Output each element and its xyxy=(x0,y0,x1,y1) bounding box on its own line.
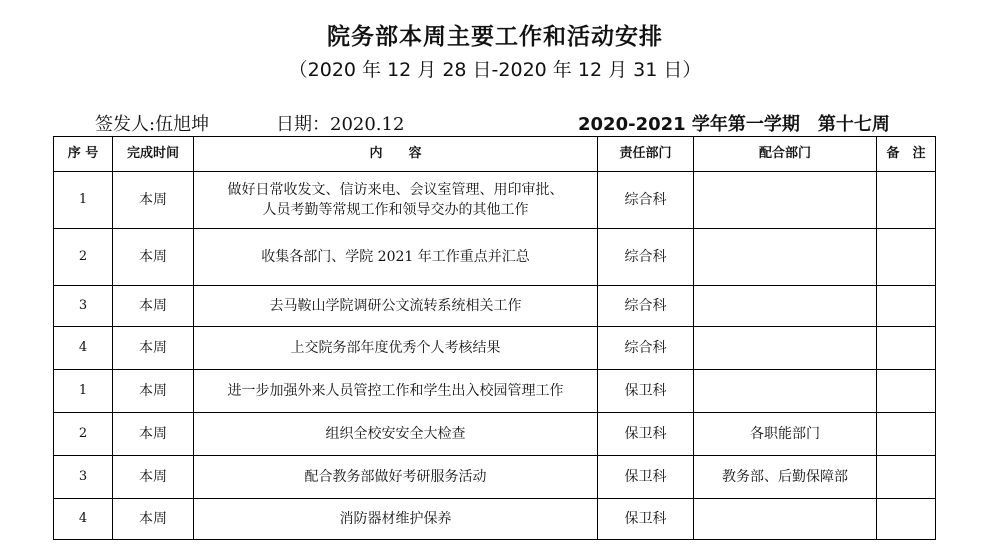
cell-coop xyxy=(694,327,877,370)
header-note: 备 注 xyxy=(877,137,936,172)
table-header-row xyxy=(54,137,936,172)
term-week-label: 2020-2021 学年第一学期 第十七周 xyxy=(578,114,890,135)
cell-seq: 4 xyxy=(54,499,113,540)
header-time: 完成时间 xyxy=(113,137,194,172)
cell-coop xyxy=(694,370,877,413)
issue-date: 日期：2020.12 xyxy=(276,114,405,135)
table-row xyxy=(54,286,936,327)
header-dept: 责任部门 xyxy=(598,137,694,172)
header-seq: 序 号 xyxy=(54,137,113,172)
document-title: 院务部本周主要工作和活动安排 xyxy=(327,24,663,50)
cell-content: 消防器材维护保养 xyxy=(194,499,598,540)
table-row xyxy=(54,229,936,286)
table-row xyxy=(54,370,936,413)
cell-dept: 综合科 xyxy=(598,286,694,327)
table-row xyxy=(54,413,936,456)
table-row xyxy=(54,172,936,229)
cell-dept: 保卫科 xyxy=(598,499,694,540)
cell-dept: 综合科 xyxy=(598,229,694,286)
cell-dept: 综合科 xyxy=(598,172,694,229)
cell-note xyxy=(877,499,936,540)
cell-seq: 2 xyxy=(54,413,113,456)
header-coop: 配合部门 xyxy=(694,137,877,172)
cell-time: 本周 xyxy=(113,327,194,370)
cell-note xyxy=(877,286,936,327)
signer-label: 签发人:伍旭坤 xyxy=(95,114,210,135)
cell-content: 做好日常收发文、信访来电、会议室管理、用印审批、人员考勤等常规工作和领导交办的其他工作 xyxy=(194,172,598,229)
cell-note xyxy=(877,172,936,229)
cell-time: 本周 xyxy=(113,370,194,413)
cell-content: 收集各部门、学院 2021 年工作重点并汇总 xyxy=(194,229,598,286)
cell-coop xyxy=(694,229,877,286)
cell-note xyxy=(877,456,936,499)
cell-note xyxy=(877,370,936,413)
cell-content: 上交院务部年度优秀个人考核结果 xyxy=(194,327,598,370)
cell-seq: 2 xyxy=(54,229,113,286)
cell-coop xyxy=(694,286,877,327)
cell-note xyxy=(877,229,936,286)
table-row xyxy=(54,456,936,499)
cell-seq: 3 xyxy=(54,456,113,499)
cell-seq: 1 xyxy=(54,370,113,413)
date-range-subtitle: （2020 年 12 月 28 日-2020 年 12 月 31 日） xyxy=(288,59,702,81)
cell-dept: 保卫科 xyxy=(598,413,694,456)
cell-dept: 保卫科 xyxy=(598,456,694,499)
cell-time: 本周 xyxy=(113,229,194,286)
cell-seq: 3 xyxy=(54,286,113,327)
cell-coop xyxy=(694,172,877,229)
cell-content: 进一步加强外来人员管控工作和学生出入校园管理工作 xyxy=(194,370,598,413)
cell-content: 去马鞍山学院调研公文流转系统相关工作 xyxy=(194,286,598,327)
cell-time: 本周 xyxy=(113,413,194,456)
cell-seq: 1 xyxy=(54,172,113,229)
cell-coop: 教务部、后勤保障部 xyxy=(694,456,877,499)
cell-seq: 4 xyxy=(54,327,113,370)
cell-note xyxy=(877,413,936,456)
cell-content: 配合教务部做好考研服务活动 xyxy=(194,456,598,499)
header-content: 内 容 xyxy=(194,137,598,172)
table-row xyxy=(54,327,936,370)
cell-note xyxy=(877,327,936,370)
cell-time: 本周 xyxy=(113,456,194,499)
cell-time: 本周 xyxy=(113,172,194,229)
cell-dept: 综合科 xyxy=(598,327,694,370)
cell-time: 本周 xyxy=(113,286,194,327)
cell-time: 本周 xyxy=(113,499,194,540)
table-row xyxy=(54,499,936,540)
cell-coop: 各职能部门 xyxy=(694,413,877,456)
cell-dept: 保卫科 xyxy=(598,370,694,413)
cell-coop xyxy=(694,499,877,540)
cell-content: 组织全校安安全大检查 xyxy=(194,413,598,456)
schedule-table xyxy=(53,136,936,540)
